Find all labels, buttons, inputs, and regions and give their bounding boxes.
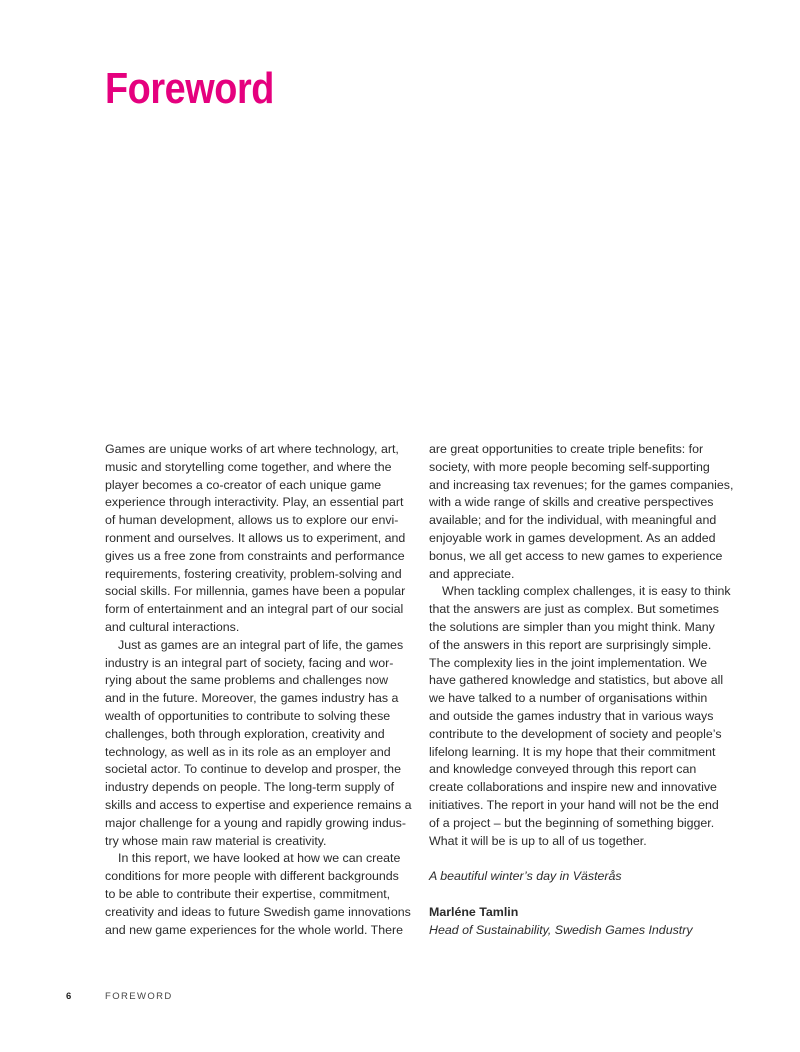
text-line: and in the future. Moreover, the games industry has a (105, 691, 399, 706)
text-line: of the answers in this report are surprisingly simple. (429, 637, 712, 652)
text-line: form of entertainment and an integral part of our social (105, 602, 404, 617)
text-line: contribute to the development of society and people’s (429, 726, 722, 741)
text-line: rying about the same problems and challenges now (105, 673, 389, 688)
text-line: player becomes a co-creator of each unique game (105, 477, 382, 492)
text-line: of human development, allows us to explore our envi- (105, 513, 399, 528)
signature-name: Marléne Tamlin (429, 904, 519, 919)
text-line: The complexity lies in the joint implementation. We (429, 655, 707, 670)
dateline: A beautiful winter’s day in Västerås (429, 869, 622, 884)
text-line: challenges, both through exploration, creativity and (105, 726, 385, 741)
text-line: with a wide range of skills and creative perspectives (429, 495, 714, 510)
text-line: Just as games are an integral part of life, the games (118, 637, 404, 652)
text-line: When tackling complex challenges, it is easy to think (442, 584, 731, 599)
text-line: create collaborations and inspire new and innovative (429, 780, 717, 795)
text-line: and appreciate. (429, 566, 515, 581)
text-line: enjoyable work in games development. As an added (429, 530, 716, 545)
text-line: and increasing tax revenues; for the games companies, (429, 477, 734, 492)
text-line: that the answers are just as complex. But sometimes (429, 602, 719, 617)
text-line: the solutions are simpler than you might think. Many (429, 619, 715, 634)
text-line: requirements, fostering creativity, problem-solving and (105, 566, 402, 581)
page-title: Foreword (105, 64, 274, 113)
text-line: initiatives. The report in your hand will not be the end (429, 797, 719, 812)
text-line: gives us a free zone from constraints and performance (105, 548, 405, 563)
text-line: industry depends on people. The long-term supply of (105, 780, 395, 795)
text-line: and outside the games industry that in various ways (429, 708, 714, 723)
text-line: and knowledge conveyed through this report can (429, 762, 697, 777)
text-line: industry is an integral part of society, facing and wor- (105, 655, 394, 670)
text-line: wealth of opportunities to contribute to solving these (105, 708, 391, 723)
text-line: of a project – but the beginning of something bigger. (429, 815, 715, 830)
text-line: skills and access to expertise and experience remains a (105, 797, 412, 812)
text-line: bonus, we all get access to new games to experience (429, 548, 723, 563)
running-head: FOREWORD (105, 991, 173, 1002)
text-line: experience through interactivity. Play, an essential part (105, 495, 404, 510)
text-line: music and storytelling come together, and where the (105, 459, 392, 474)
text-line: lifelong learning. It is my hope that their commitment (429, 744, 716, 759)
text-line: we have talked to a number of organisations within (429, 691, 708, 706)
page-number: 6 (66, 991, 72, 1002)
text-line: technology, as well as in its role as an employer and (105, 744, 391, 759)
text-line: are great opportunities to create triple benefits: for (429, 442, 704, 456)
text-line: social skills. For millennia, games have been a popular (105, 584, 406, 599)
text-line: to be able to contribute their expertise, commitment, (105, 886, 391, 901)
text-line: societal actor. To continue to develop and prosper, the (105, 762, 401, 777)
text-line: and cultural interactions. (105, 619, 240, 634)
text-line: have gathered knowledge and statistics, but above all (429, 673, 724, 688)
text-line: available; and for the individual, with meaningful and (429, 513, 717, 528)
body-text-right (429, 441, 741, 850)
text-line: major challenge for a young and rapidly growing indus- (105, 815, 406, 830)
text-line: What it will be is up to all of us together. (429, 833, 647, 848)
text-line: creativity and ideas to future Swedish game innovations (105, 904, 411, 919)
text-line: Games are unique works of art where technology, art, (105, 442, 399, 456)
text-line: try whose main raw material is creativity. (105, 833, 327, 848)
body-column-right (429, 441, 741, 939)
text-line: society, with more people becoming self-supporting (429, 459, 710, 474)
signature-role: Head of Sustainability, Swedish Games Industry (429, 922, 693, 937)
body-column-left (105, 441, 415, 939)
text-line: and new game experiences for the whole world. There (105, 922, 404, 937)
text-line: conditions for more people with different backgrounds (105, 869, 399, 884)
text-line: ronment and ourselves. It allows us to experiment, and (105, 530, 406, 545)
text-line: In this report, we have looked at how we can create (118, 851, 401, 866)
